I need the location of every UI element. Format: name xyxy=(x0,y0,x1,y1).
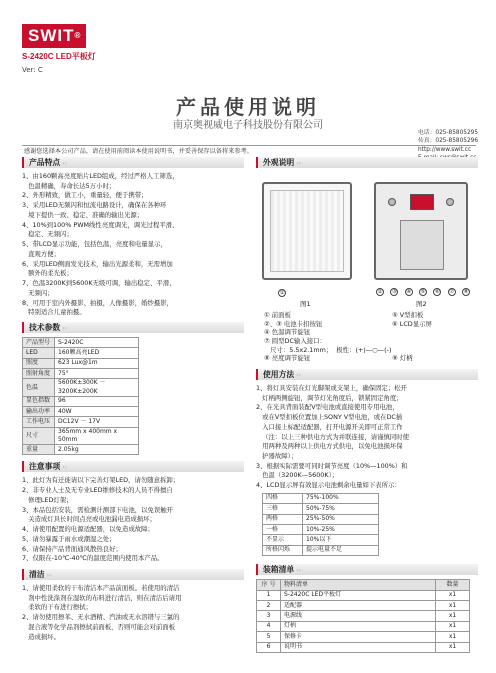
table-cell: x1 xyxy=(436,642,470,652)
left-column xyxy=(22,157,244,642)
table-row xyxy=(257,611,470,621)
table-row xyxy=(257,632,470,642)
battery-bars: 一格 xyxy=(263,525,303,535)
list-item: （注：以上三种供电方式为并联连接，请谨慎同时使 xyxy=(256,432,410,441)
list-item: 7、色温3200K到5600K无级可调，输出稳定、平滑、 xyxy=(22,279,176,288)
table-row xyxy=(257,600,470,610)
cleaning-list xyxy=(22,584,244,641)
spec-value: 160颗高亮LED xyxy=(55,348,139,358)
list-item: 色温（3200K—5600K）； xyxy=(256,471,339,480)
spec-value: 40W xyxy=(55,407,139,417)
table-row xyxy=(257,621,470,631)
table-cell: x1 xyxy=(436,611,470,621)
table-row xyxy=(263,525,379,535)
battery-bars: 三格 xyxy=(263,504,303,514)
cleaning-heading: 清洁 ›› xyxy=(22,569,244,580)
list-item: 剂中性洗涤剂在湿软的布料进行清洁，则在清洁后请用 xyxy=(22,593,182,602)
table-cell: 4 xyxy=(257,621,281,631)
table-cell: 适配器 xyxy=(281,600,436,610)
table-cell: x1 xyxy=(436,632,470,642)
list-item: 6、请保持产品背面通风散热良好； xyxy=(22,544,122,553)
list-item: 8、可用于室内外摄影、拍摄，人像摄影，婚纱摄影， xyxy=(22,298,174,307)
greeting-text: 感谢您选择本公司产品，请在使用前阅读本使用说明书，并妥善保存以备将来参考。 xyxy=(24,148,253,155)
battery-range: 75%-100% xyxy=(303,493,379,503)
list-item: 灯柄两侧旋钮，调节灯光角度后，锁紧固定角度； xyxy=(256,393,403,402)
table-cell: x1 xyxy=(436,621,470,631)
battery-range: 10%以下 xyxy=(303,535,379,545)
list-item: 造成损坏。 xyxy=(22,632,61,641)
list-item: 1、将灯具安装在灯光脚架或支架上，确保固定；松开 xyxy=(256,383,408,392)
features-heading: 产品特点 ›› xyxy=(22,157,244,168)
appearance-legend xyxy=(264,311,478,363)
list-item: 4、LCD显示屏有效显示电池剩余电量如下表所示： xyxy=(256,481,401,490)
battery-bars: 不显示 xyxy=(263,535,303,545)
battery-range: 10%-25% xyxy=(303,525,379,535)
table-row xyxy=(23,407,139,417)
v-mount-plate-icon xyxy=(400,220,444,270)
list-item: 4、10%到100% PWM线性亮度调光，调光过程平滑、 xyxy=(22,220,179,229)
table-row xyxy=(263,545,379,555)
table-row xyxy=(23,358,139,368)
specs-heading: 技术参数 ›› xyxy=(22,322,244,333)
table-cell: 2 xyxy=(257,600,281,610)
list-item: 2、非专业人士及无专业LED维修技术的人员不得擅自 xyxy=(22,486,173,495)
table-row xyxy=(263,504,379,514)
list-item: 入口接上标配适配器，打开电源开关即可正常工作 xyxy=(256,422,403,431)
battery-range: 提示电量不足 xyxy=(303,545,379,555)
spec-key: 色温 xyxy=(23,379,55,396)
lamp-front-illustration xyxy=(262,182,352,280)
notes-list xyxy=(22,476,244,563)
table-cell: S-2420C LED平板灯 xyxy=(281,590,436,600)
spec-key: 输出功率 xyxy=(23,407,55,417)
table-cell: x1 xyxy=(436,600,470,610)
list-item: 6、采用LED侧面发光技术，输出光源柔和，无需增加 xyxy=(22,259,173,268)
table-row xyxy=(23,348,139,358)
table-row xyxy=(23,427,139,444)
spec-key: 产品型号 xyxy=(23,337,55,347)
table-row xyxy=(23,379,139,396)
legend-item: ⑤ V型扣板 xyxy=(392,311,424,319)
list-item: 2、在光具背面装配V型电池或直接使用专用电池， xyxy=(256,403,399,412)
table-cell: 灯柄 xyxy=(281,621,436,631)
list-item: 直观方便； xyxy=(22,249,61,258)
table-row xyxy=(23,445,139,455)
table-cell: 1 xyxy=(257,590,281,600)
table-row xyxy=(263,514,379,524)
column-header: 数量 xyxy=(436,580,470,590)
legend-row xyxy=(264,346,478,355)
list-item: 5、带LCD显示功能，包括色温，亮度和电量显示， xyxy=(22,240,167,249)
list-item: 3、本品包括安装，需检测计测部下电池，以免误触开 xyxy=(22,505,174,514)
battery-bars: 所格闪烁 xyxy=(263,545,303,555)
lcd-screen-icon xyxy=(410,194,434,210)
table-cell: 保修卡 xyxy=(281,632,436,642)
packing-table xyxy=(256,579,470,653)
table-row xyxy=(257,642,470,652)
table-row xyxy=(23,337,139,347)
legend-item: ⑨ 灯柄 xyxy=(392,354,413,363)
list-item: 特别适合儿童拍摄。 xyxy=(22,308,86,317)
table-cell: 说明书 xyxy=(281,642,436,652)
list-item: 5、请勿暴露于雨水或潮湿之处； xyxy=(22,534,116,543)
column-header: 物料清单 xyxy=(281,580,436,590)
list-item: 3、采用LED无频闪和恒流电路设计，确保在各种环 xyxy=(22,201,167,210)
spec-key: 照射角度 xyxy=(23,369,55,379)
list-item: 修理LED灯架； xyxy=(22,495,73,504)
list-item: 1、请使用柔软的干布清洁本产品前面板。若使用的清洁 xyxy=(22,583,180,592)
callouts-2: ② ③ ④ ⑤ ⑥ ⑦ ⑧ xyxy=(377,289,469,295)
spec-value: 96 xyxy=(55,396,139,406)
version-label: Ver: C xyxy=(22,66,43,74)
notes-heading: 注意事项 ›› xyxy=(22,461,244,472)
legend-row xyxy=(264,337,478,346)
brand-logo: SWIT® xyxy=(22,24,86,48)
company-name: 南京奥视威电子科技股份有限公司 xyxy=(173,120,323,131)
legend-item: ⑥ LCD显示屏 xyxy=(392,319,432,328)
callout-1: ① xyxy=(279,290,285,296)
list-item: 2、外形精致，做工小，重量轻，便于携带； xyxy=(22,191,148,200)
usage-heading: 使用方法 ›› xyxy=(256,369,478,380)
spec-key: 重量 xyxy=(23,445,55,455)
table-cell: 3 xyxy=(257,611,281,621)
lamp-back-illustration xyxy=(374,182,468,280)
table-cell: 5 xyxy=(257,632,281,642)
spec-key: 显色指数 xyxy=(23,396,55,406)
knob-icon xyxy=(446,198,454,206)
knob-icon xyxy=(388,198,396,206)
legend-item: 尺寸：5.5x2.1mm； 极性：(+)—○—(-) xyxy=(264,345,392,354)
list-item: 色温精确，寿命长达5万小时； xyxy=(22,181,116,190)
list-item: 无频闪； xyxy=(22,288,54,297)
battery-range: 25%-50% xyxy=(303,514,379,524)
battery-range: 50%-75% xyxy=(303,504,379,514)
spec-key: 尺寸 xyxy=(23,427,55,444)
right-column xyxy=(256,157,478,653)
table-cell: 6 xyxy=(257,642,281,652)
legend-row xyxy=(264,320,478,329)
spec-key: 工作电压 xyxy=(23,417,55,427)
table-header-row xyxy=(257,580,470,590)
list-item: 关造成灯具长时间点亮或电池漏电造成损坏； xyxy=(22,515,156,524)
legend-item: ②、③ 电池卡扣按钮 xyxy=(264,319,323,328)
contact-info: 电话：025-85805295 传真：025-85805296 http://www.swit.cc xyxy=(418,129,478,163)
legend-row xyxy=(264,354,478,363)
legend-item: ⑧ 亮度调节旋钮 xyxy=(264,354,311,363)
header-divider xyxy=(22,145,476,146)
table-row xyxy=(263,535,379,545)
legend-item: ⑦ 圆型DC输入接口： xyxy=(264,336,326,345)
figure-1-caption: 图1 xyxy=(300,300,311,308)
list-item: 混合液等化学品剂擦拭前面板，否则可能会对前面板 xyxy=(22,622,176,631)
usage-list xyxy=(256,384,478,490)
list-item: 或在V型扣板位置加上SONY V型电池，或在DC插 xyxy=(256,413,403,422)
list-item: 1、此灯为有迁徙请以下完善灯架LED，请勿随意拆卸； xyxy=(22,476,180,485)
list-item: 4、请使用配置的电源适配器，以免造成故障； xyxy=(22,525,154,534)
table-row xyxy=(23,417,139,427)
table-cell: 电源线 xyxy=(281,611,436,621)
list-item: 1、由160颗高亮度贴片LED组成，经过严格人工筛选， xyxy=(22,172,179,180)
spec-value: 75° xyxy=(55,369,139,379)
figure-2-caption: 图2 xyxy=(416,300,427,308)
spec-value: 623 Lux@1m xyxy=(55,358,139,368)
table-row xyxy=(23,369,139,379)
legend-item: ④ 色温调节旋钮 xyxy=(264,328,311,337)
column-header: 序 号 xyxy=(257,580,281,590)
list-item: 境下提供一致、稳定、准确的输出光源； xyxy=(22,210,144,219)
list-item: 额外的柔光板； xyxy=(22,269,73,278)
battery-bars: 两格 xyxy=(263,514,303,524)
list-item: 2、请勿使用擦苯、无水酒精、汽油或无水溶镨与三氯的 xyxy=(22,613,180,622)
spec-value: 365mm x 400mm x 50mm xyxy=(55,427,139,444)
spec-key: 照度 xyxy=(23,358,55,368)
page-title: 产品使用说明 xyxy=(176,95,320,119)
spec-value: 2.05kg xyxy=(55,445,139,455)
spec-value: S-2420C xyxy=(55,337,139,347)
list-item: 3、根据实际需要可同时调节亮度（10%—100%）和 xyxy=(256,461,408,470)
list-item: 护器故障）； xyxy=(256,451,298,460)
appearance-figures xyxy=(256,168,478,308)
battery-table xyxy=(262,493,379,556)
list-item: 用两种及两种以上供电方式供电，以免电池损坏保 xyxy=(256,442,403,451)
legend-row xyxy=(264,328,478,337)
model-label: S-2420C LED平板灯 xyxy=(22,52,96,61)
website-link[interactable]: http://www.swit.cc xyxy=(418,146,472,153)
legend-item: ① 前面板 xyxy=(264,311,291,319)
spec-value: 5600K±300K － 3200K±200K xyxy=(55,379,139,396)
battery-bars: 四格 xyxy=(263,493,303,503)
spec-table xyxy=(22,337,139,456)
table-row xyxy=(257,590,470,600)
table-cell: x1 xyxy=(436,590,470,600)
list-item: 柔软的干布进行擦拭； xyxy=(22,603,92,612)
list-item: 稳定、无频闪； xyxy=(22,230,73,239)
features-list xyxy=(22,172,244,317)
appearance-heading: 外观说明 ›› xyxy=(256,157,478,168)
table-row xyxy=(263,493,379,503)
table-row xyxy=(23,396,139,406)
packing-heading: 装箱清单 ›› xyxy=(256,564,478,575)
legend-row xyxy=(264,311,478,320)
spec-key: LED xyxy=(23,348,55,358)
spec-value: DC12V － 17V xyxy=(55,417,139,427)
list-item: 7、仅限在-10℃-40℃的温度范围内使用本产品。 xyxy=(22,554,164,563)
